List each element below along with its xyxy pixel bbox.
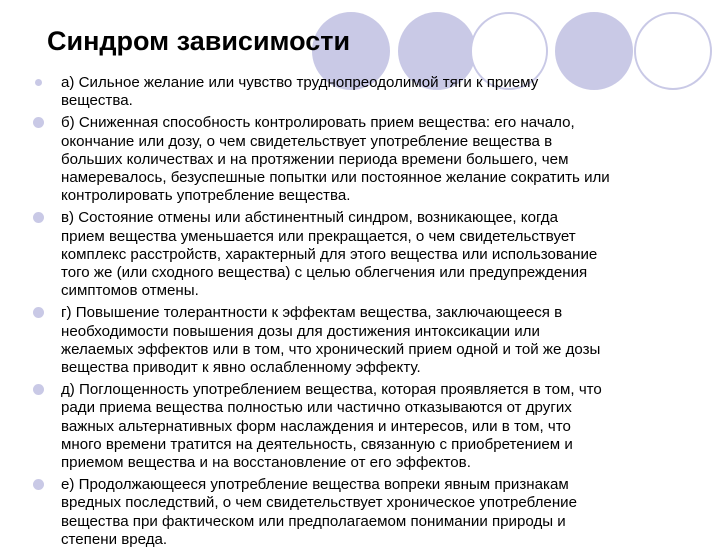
list-item-text: а) Сильное желание или чувство труднопреодолимой тяги к приему вещества. (61, 74, 539, 110)
list-item-text: д) Поглощенность употреблением вещества, которая проявляется в том, что ради приема вещества полностью или частично отказываются от других важных альтернативных форм наслаждения и интересов, или в том, что много времени тратится на деятельность, связанную с приобретением и приемом вещества и на восстановление от его эффектов. (61, 381, 602, 472)
list-item-text: е) Продолжающееся употребление вещества вопреки явным признакам вредных последствий, о чем свидетельствует хроническое употребление вещества при фактическом или предполагаемом понимании природы и степени вреда. (61, 476, 577, 548)
bullet-icon (33, 117, 44, 128)
list-item (33, 476, 713, 549)
list-item (33, 304, 713, 377)
bullet-icon (33, 384, 44, 395)
bullet-icon (33, 212, 44, 223)
list-item (33, 74, 713, 110)
slide-title: Синдром зависимости (47, 26, 351, 56)
bullet-icon (35, 79, 42, 86)
list-item (33, 114, 713, 205)
list-item-text: б) Сниженная способность контролировать прием вещества: его начало, окончание или дозу, о чем свидетельствует употребление вещества в больших количествах и на протяжении периода времени большего, чем намеревалось, безуспешные попытки или постоянное желание сократить или контролировать употребление вещества. (61, 114, 610, 205)
list-item-text: г) Повышение толерантности к эффектам вещества, заключающееся в необходимости повышения дозы для достижения интоксикации или желаемых эффектов или в том, что хронический прием одной и той же дозы вещества приводит к явно ослабленному эффекту. (61, 304, 601, 377)
bullet-icon (33, 479, 44, 490)
list-item-text: в) Состояние отмены или абстинентный синдром, возникающее, когда прием вещества уменьшается или прекращается, о чем свидетельствует комплекс расстройств, характерный для этого вещества или использование того же (или сходного вещества) с целью облегчения или предупреждения симптомов отмены. (61, 209, 598, 300)
list-item (33, 209, 713, 300)
bullet-icon (33, 307, 44, 318)
list-item (33, 381, 713, 472)
criteria-list (33, 74, 713, 553)
